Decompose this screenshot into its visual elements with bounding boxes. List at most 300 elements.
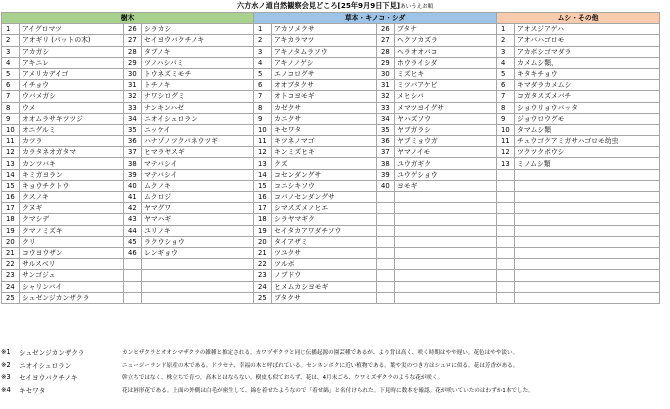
tree-name-cell xyxy=(142,259,254,270)
herb-num-cell xyxy=(377,292,395,303)
tree-num-cell: 7 xyxy=(2,91,20,102)
herb-name-cell: ユウガギク xyxy=(395,158,497,169)
tree-num-cell: 25 xyxy=(2,292,20,303)
header-trees: 樹木 xyxy=(2,13,254,24)
tree-name-cell xyxy=(142,270,254,281)
herb-name-cell: クズ xyxy=(272,158,377,169)
bug-name-cell: ミノムシ類 xyxy=(515,158,660,169)
herb-num-cell: 7 xyxy=(254,91,272,102)
tree-name-cell: クスノキ xyxy=(20,192,124,203)
bug-num-cell: 6 xyxy=(497,80,515,91)
herb-num-cell: 37 xyxy=(377,147,395,158)
bug-name-cell: チュウゴクアミガサハゴロモ幼虫 xyxy=(515,136,660,147)
herb-name-cell xyxy=(395,203,497,214)
bug-num-cell xyxy=(497,236,515,247)
title-text: 六方水ノ道自然観察会見どころ[25年9月9日下見] xyxy=(236,1,401,10)
herb-name-cell: カニクサ xyxy=(272,113,377,124)
tree-num-cell: 38 xyxy=(124,158,142,169)
herb-name-cell: ヤブミョウガ xyxy=(395,136,497,147)
tree-name-cell: ムクノキ xyxy=(142,180,254,191)
tree-name-cell: シラカシ xyxy=(142,24,254,35)
herb-name-cell: セイタカアワダチソウ xyxy=(272,225,377,236)
tree-name-cell: ハナゾノツクバネウツギ xyxy=(142,136,254,147)
tree-name-cell: ラクウショウ xyxy=(142,236,254,247)
tree-name-cell: ウバメガシ xyxy=(20,91,124,102)
tree-name-cell: ユリノキ xyxy=(142,225,254,236)
tree-num-cell: 29 xyxy=(124,57,142,68)
herb-name-cell: ヘクソカズラ xyxy=(395,35,497,46)
tree-name-cell: ナンキンハゼ xyxy=(142,102,254,113)
tree-num-cell: 18 xyxy=(2,214,20,225)
bug-num-cell xyxy=(497,214,515,225)
table-row xyxy=(2,124,660,135)
tree-num-cell: 41 xyxy=(124,192,142,203)
bug-name-cell: アオバハゴロモ xyxy=(515,35,660,46)
bug-name-cell: ジョウロウグモ xyxy=(515,113,660,124)
bug-num-cell: 11 xyxy=(497,136,515,147)
tree-name-cell: ムクロジ xyxy=(142,192,254,203)
tree-name-cell xyxy=(142,281,254,292)
herb-name-cell: コニシキソウ xyxy=(272,180,377,191)
tree-num-cell: 26 xyxy=(124,24,142,35)
bug-num-cell: 8 xyxy=(497,102,515,113)
herb-num-cell: 29 xyxy=(377,57,395,68)
herb-num-cell: 36 xyxy=(377,136,395,147)
herb-num-cell: 39 xyxy=(377,169,395,180)
herb-num-cell: 5 xyxy=(254,68,272,79)
herb-num-cell: 31 xyxy=(377,80,395,91)
bug-name-cell xyxy=(515,203,660,214)
herb-name-cell: ホウライシダ xyxy=(395,57,497,68)
tree-name-cell: クリ xyxy=(20,236,124,247)
bug-name-cell xyxy=(515,214,660,225)
table-row xyxy=(2,57,660,68)
herb-name-cell: シマスズメノヒエ xyxy=(272,203,377,214)
bug-name-cell xyxy=(515,180,660,191)
footnote-mark: ※1 xyxy=(1,348,11,357)
bug-name-cell xyxy=(515,225,660,236)
tree-name-cell: ヒマラヤスギ xyxy=(142,147,254,158)
table-row xyxy=(2,169,660,180)
footnote-text: 花は唇形花である。上面の外側は白毛が密生して、綿を着せたようなので「着せ綿」と名付けられた。下見時に数本を確認。花が咲いていたのはわずか1本でした。 xyxy=(122,388,534,395)
tree-num-cell: 27 xyxy=(124,35,142,46)
herb-num-cell: 22 xyxy=(254,259,272,270)
table-row xyxy=(2,180,660,191)
herb-name-cell: ヤマノイモ xyxy=(395,147,497,158)
herb-num-cell: 14 xyxy=(254,169,272,180)
tree-name-cell: アキニレ xyxy=(20,57,124,68)
herb-num-cell: 16 xyxy=(254,192,272,203)
footnote-name: キセワタ xyxy=(19,387,46,396)
herb-num-cell xyxy=(377,281,395,292)
herb-num-cell xyxy=(377,270,395,281)
footnote-row xyxy=(1,359,667,372)
tree-num-cell: 46 xyxy=(124,247,142,258)
footnote-mark: ※3 xyxy=(1,373,11,382)
tree-num-cell: 9 xyxy=(2,113,20,124)
tree-name-cell: ウメ xyxy=(20,102,124,113)
table-row xyxy=(2,292,660,303)
tree-num-cell: 2 xyxy=(2,35,20,46)
bug-num-cell: 5 xyxy=(497,68,515,79)
header-herbs: 草本・キノコ・シダ xyxy=(254,13,497,24)
table-row xyxy=(2,281,660,292)
herb-num-cell: 15 xyxy=(254,180,272,191)
herb-num-cell xyxy=(377,225,395,236)
herb-num-cell xyxy=(377,214,395,225)
herb-name-cell xyxy=(395,247,497,258)
herb-num-cell: 34 xyxy=(377,113,395,124)
bug-num-cell: 4 xyxy=(497,57,515,68)
tree-num-cell: 3 xyxy=(2,46,20,57)
tree-name-cell: ヤマハギ xyxy=(142,214,254,225)
tree-name-cell: カンツバキ xyxy=(20,158,124,169)
herb-num-cell: 1 xyxy=(254,24,272,35)
tree-num-cell: 24 xyxy=(2,281,20,292)
bug-num-cell: 1 xyxy=(497,24,515,35)
table-row xyxy=(2,24,660,35)
herb-num-cell: 21 xyxy=(254,247,272,258)
bug-name-cell xyxy=(515,292,660,303)
tree-num-cell: 1 xyxy=(2,24,20,35)
tree-name-cell: ニッケイ xyxy=(142,124,254,135)
footnote-row xyxy=(1,384,667,397)
herb-name-cell: ヤハズソウ xyxy=(395,113,497,124)
table-row xyxy=(2,214,660,225)
bug-name-cell xyxy=(515,247,660,258)
tree-num-cell xyxy=(124,259,142,270)
tree-num-cell: 40 xyxy=(124,180,142,191)
footnote-text: カンヒザクラとオオシマザクラの雑種と推定される。カワヅザクラと同じ伝播起源の園芸種であるが、より背は高く、咲く時期はやや遅い。花色はやや淡い。 xyxy=(122,350,519,357)
herb-num-cell: 40 xyxy=(377,180,395,191)
footnotes xyxy=(1,346,667,396)
herb-num-cell: 30 xyxy=(377,68,395,79)
herb-num-cell: 10 xyxy=(254,124,272,135)
table-row xyxy=(2,247,660,258)
tree-name-cell: コウヨウザン xyxy=(20,247,124,258)
bug-name-cell: キマダラカメムシ xyxy=(515,80,660,91)
tree-name-cell: トチノキ xyxy=(142,80,254,91)
tree-name-cell: レンギョウ xyxy=(142,247,254,258)
tree-name-cell: サルスベリ xyxy=(20,259,124,270)
tree-num-cell: 4 xyxy=(2,57,20,68)
tree-num-cell: 15 xyxy=(2,180,20,191)
bug-num-cell: 13 xyxy=(497,158,515,169)
herb-name-cell: シラヤマギク xyxy=(272,214,377,225)
tree-num-cell: 11 xyxy=(2,136,20,147)
herb-name-cell: ブタクサ xyxy=(272,292,377,303)
tree-name-cell: シャリンバイ xyxy=(20,281,124,292)
bug-name-cell: アオスジアゲハ xyxy=(515,24,660,35)
herb-num-cell: 3 xyxy=(254,46,272,57)
table-row xyxy=(2,158,660,169)
herb-name-cell: ヒメムカシヨモギ xyxy=(272,281,377,292)
tree-name-cell xyxy=(142,292,254,303)
bug-num-cell: 2 xyxy=(497,35,515,46)
herb-num-cell xyxy=(377,259,395,270)
tree-name-cell: クマシデ xyxy=(20,214,124,225)
herb-num-cell: 27 xyxy=(377,35,395,46)
herb-name-cell: メヒシバ xyxy=(395,91,497,102)
tree-num-cell: 14 xyxy=(2,169,20,180)
herb-num-cell: 2 xyxy=(254,35,272,46)
herb-name-cell xyxy=(395,270,497,281)
bug-name-cell xyxy=(515,192,660,203)
tree-name-cell: クヌギ xyxy=(20,203,124,214)
herb-name-cell: ヘラオオバコ xyxy=(395,46,497,57)
tree-name-cell: アカガシ xyxy=(20,46,124,57)
herb-name-cell: キンミズヒキ xyxy=(272,147,377,158)
herb-num-cell: 12 xyxy=(254,147,272,158)
tree-name-cell: ニオイシュロラン xyxy=(142,113,254,124)
herb-num-cell: 35 xyxy=(377,124,395,135)
tree-name-cell: ツノハシバミ xyxy=(142,57,254,68)
bug-num-cell xyxy=(497,281,515,292)
herb-name-cell: キツネノマゴ xyxy=(272,136,377,147)
tree-num-cell: 37 xyxy=(124,147,142,158)
bug-num-cell: 10 xyxy=(497,124,515,135)
herb-num-cell xyxy=(377,247,395,258)
herb-name-cell: ミツバアケビ xyxy=(395,80,497,91)
tree-name-cell: ヤマグワ xyxy=(142,203,254,214)
bug-num-cell: 9 xyxy=(497,113,515,124)
table-row xyxy=(2,80,660,91)
bug-num-cell xyxy=(497,259,515,270)
herb-num-cell xyxy=(377,203,395,214)
herb-name-cell: コセンダングサ xyxy=(272,169,377,180)
bug-name-cell: ツクツクボウシ xyxy=(515,147,660,158)
tree-num-cell: 31 xyxy=(124,80,142,91)
tree-num-cell xyxy=(124,270,142,281)
tree-num-cell: 21 xyxy=(2,247,20,258)
footnote-name: シュゼンジカンザクラ xyxy=(19,349,85,358)
header-bugs: ムシ・その他 xyxy=(497,13,660,24)
herb-num-cell: 13 xyxy=(254,158,272,169)
tree-name-cell: アイグロマツ xyxy=(20,24,124,35)
tree-num-cell: 36 xyxy=(124,136,142,147)
bug-num-cell xyxy=(497,192,515,203)
tree-name-cell: セイヨウバクチノキ xyxy=(142,35,254,46)
tree-num-cell: 20 xyxy=(2,236,20,247)
herb-name-cell: アキカラマツ xyxy=(272,35,377,46)
herb-name-cell: ヤブガラシ xyxy=(395,124,497,135)
tree-name-cell: アオギリ (パットの木) xyxy=(20,35,124,46)
tree-num-cell: 23 xyxy=(2,270,20,281)
bug-num-cell xyxy=(497,169,515,180)
herb-name-cell: ミズヒキ xyxy=(395,68,497,79)
bug-num-cell xyxy=(497,292,515,303)
herb-name-cell: ノブドウ xyxy=(272,270,377,281)
footnote-name: ニオイシュロラン xyxy=(19,361,72,370)
bug-num-cell: 3 xyxy=(497,46,515,57)
herb-num-cell: 9 xyxy=(254,113,272,124)
footnote-name: セイヨウバクチノキ xyxy=(19,374,78,383)
title-suffix: あいうえお順 xyxy=(400,4,434,10)
tree-num-cell: 33 xyxy=(124,102,142,113)
herb-name-cell xyxy=(395,281,497,292)
tree-name-cell: カツラ xyxy=(20,136,124,147)
tree-name-cell: ナワシログミ xyxy=(142,91,254,102)
tree-name-cell: オニグルミ xyxy=(20,124,124,135)
bug-name-cell xyxy=(515,259,660,270)
table-row xyxy=(2,46,660,57)
bug-name-cell: ショウリョウバッタ xyxy=(515,102,660,113)
herb-num-cell: 17 xyxy=(254,203,272,214)
tree-name-cell: イチョウ xyxy=(20,80,124,91)
footnote-row xyxy=(1,371,667,384)
bug-name-cell: カメムシ類、 xyxy=(515,57,660,68)
herb-num-cell: 33 xyxy=(377,102,395,113)
bug-num-cell xyxy=(497,180,515,191)
tree-num-cell: 35 xyxy=(124,124,142,135)
tree-name-cell: アメリカデイゴ xyxy=(20,68,124,79)
tree-num-cell: 16 xyxy=(2,192,20,203)
herb-name-cell xyxy=(395,214,497,225)
herb-num-cell: 28 xyxy=(377,46,395,57)
herb-name-cell: オオブタクサ xyxy=(272,80,377,91)
tree-name-cell: トウネズミモチ xyxy=(142,68,254,79)
tree-name-cell: タブノキ xyxy=(142,46,254,57)
herb-num-cell: 4 xyxy=(254,57,272,68)
herb-num-cell: 32 xyxy=(377,91,395,102)
bug-name-cell xyxy=(515,236,660,247)
tree-name-cell: クマノミズキ xyxy=(20,225,124,236)
herb-num-cell: 24 xyxy=(254,281,272,292)
tree-num-cell: 45 xyxy=(124,236,142,247)
bug-name-cell xyxy=(515,270,660,281)
tree-name-cell: カラタネオガタマ xyxy=(20,147,124,158)
herb-num-cell: 18 xyxy=(254,214,272,225)
herb-name-cell: ユウゲショウ xyxy=(395,169,497,180)
herb-name-cell xyxy=(395,192,497,203)
herb-num-cell: 38 xyxy=(377,158,395,169)
table-row xyxy=(2,102,660,113)
tree-name-cell: マテバシイ xyxy=(142,169,254,180)
table-row xyxy=(2,68,660,79)
footnote-row xyxy=(1,346,667,359)
table-row xyxy=(2,270,660,281)
herb-num-cell: 23 xyxy=(254,270,272,281)
table-row xyxy=(2,259,660,270)
tree-num-cell: 19 xyxy=(2,225,20,236)
footnote-mark: ※2 xyxy=(1,360,11,369)
footnote-text: ニュージーランド原産の木である。ドラセナ、幸福の木と呼ばれている。センネンボクに近い植物である。葉や実のつき方はシュロに似る。花は芳香がある。 xyxy=(122,362,519,369)
herb-name-cell: ブタナ xyxy=(395,24,497,35)
table-row xyxy=(2,113,660,124)
herb-name-cell xyxy=(395,225,497,236)
herb-name-cell: ツユクサ xyxy=(272,247,377,258)
herb-num-cell: 25 xyxy=(254,292,272,303)
sheet-title xyxy=(0,0,670,12)
table-row xyxy=(2,91,660,102)
herb-name-cell: オトコヨモギ xyxy=(272,91,377,102)
tree-num-cell: 5 xyxy=(2,68,20,79)
herb-name-cell: ヨモギ xyxy=(395,180,497,191)
species-table xyxy=(1,12,660,304)
tree-num-cell: 12 xyxy=(2,147,20,158)
tree-num-cell: 22 xyxy=(2,259,20,270)
tree-num-cell xyxy=(124,292,142,303)
herb-num-cell: 11 xyxy=(254,136,272,147)
table-row xyxy=(2,35,660,46)
bug-name-cell xyxy=(515,281,660,292)
tree-num-cell: 43 xyxy=(124,214,142,225)
tree-num-cell: 44 xyxy=(124,225,142,236)
tree-num-cell xyxy=(124,281,142,292)
herb-name-cell: コバノセンダングサ xyxy=(272,192,377,203)
bug-name-cell: タマムシ類 xyxy=(515,124,660,135)
bug-num-cell xyxy=(497,225,515,236)
herb-name-cell xyxy=(395,259,497,270)
herb-name-cell: キセワタ xyxy=(272,124,377,135)
tree-num-cell: 6 xyxy=(2,80,20,91)
tree-name-cell: オオムラサキツツジ xyxy=(20,113,124,124)
bug-name-cell xyxy=(515,169,660,180)
footnote-text: 幹立ちではなく、株立ちで育つ。高木とはならない。樹皮も似ておらず、花は、4月末ごろ、ウワミズザクラのような花が咲く。 xyxy=(122,375,444,382)
herb-name-cell: ツルボ xyxy=(272,259,377,270)
tree-num-cell: 34 xyxy=(124,113,142,124)
bug-num-cell xyxy=(497,203,515,214)
bug-name-cell: コガタスズメバチ xyxy=(515,91,660,102)
tree-name-cell: マテバシイ xyxy=(142,158,254,169)
bug-name-cell: アカボシゴマダラ xyxy=(515,46,660,57)
herb-num-cell: 6 xyxy=(254,80,272,91)
herb-num-cell xyxy=(377,192,395,203)
tree-name-cell: キミガヨラン xyxy=(20,169,124,180)
tree-num-cell: 8 xyxy=(2,102,20,113)
tree-num-cell: 10 xyxy=(2,124,20,135)
herb-name-cell xyxy=(395,236,497,247)
table-row xyxy=(2,192,660,203)
herb-num-cell: 26 xyxy=(377,24,395,35)
bug-num-cell: 7 xyxy=(497,91,515,102)
herb-name-cell: タイアザミ xyxy=(272,236,377,247)
tree-num-cell: 39 xyxy=(124,169,142,180)
herb-name-cell: エノコログサ xyxy=(272,68,377,79)
herb-name-cell: アカソメクサ xyxy=(272,24,377,35)
herb-num-cell: 8 xyxy=(254,102,272,113)
herb-name-cell xyxy=(395,292,497,303)
header-row xyxy=(2,13,660,24)
bug-num-cell xyxy=(497,247,515,258)
table-row xyxy=(2,203,660,214)
tree-num-cell: 30 xyxy=(124,68,142,79)
herb-num-cell: 19 xyxy=(254,225,272,236)
tree-name-cell: キョウチクトウ xyxy=(20,180,124,191)
tree-num-cell: 17 xyxy=(2,203,20,214)
herb-name-cell: アキノタムラソウ xyxy=(272,46,377,57)
herb-num-cell xyxy=(377,236,395,247)
table-row xyxy=(2,147,660,158)
bug-num-cell xyxy=(497,270,515,281)
herb-name-cell: メマツヨイグサ xyxy=(395,102,497,113)
tree-num-cell: 42 xyxy=(124,203,142,214)
tree-num-cell: 32 xyxy=(124,91,142,102)
herb-num-cell: 20 xyxy=(254,236,272,247)
herb-name-cell: アキノノゲシ xyxy=(272,57,377,68)
table-row xyxy=(2,236,660,247)
footnote-mark: ※4 xyxy=(1,386,11,395)
tree-num-cell: 28 xyxy=(124,46,142,57)
tree-name-cell: シュゼンジカンザクラ xyxy=(20,292,124,303)
tree-name-cell: サンゴジュ xyxy=(20,270,124,281)
bug-name-cell: キタキチョウ xyxy=(515,68,660,79)
table-row xyxy=(2,225,660,236)
tree-num-cell: 13 xyxy=(2,158,20,169)
herb-name-cell: カゼクサ xyxy=(272,102,377,113)
bug-num-cell: 12 xyxy=(497,147,515,158)
table-row xyxy=(2,136,660,147)
